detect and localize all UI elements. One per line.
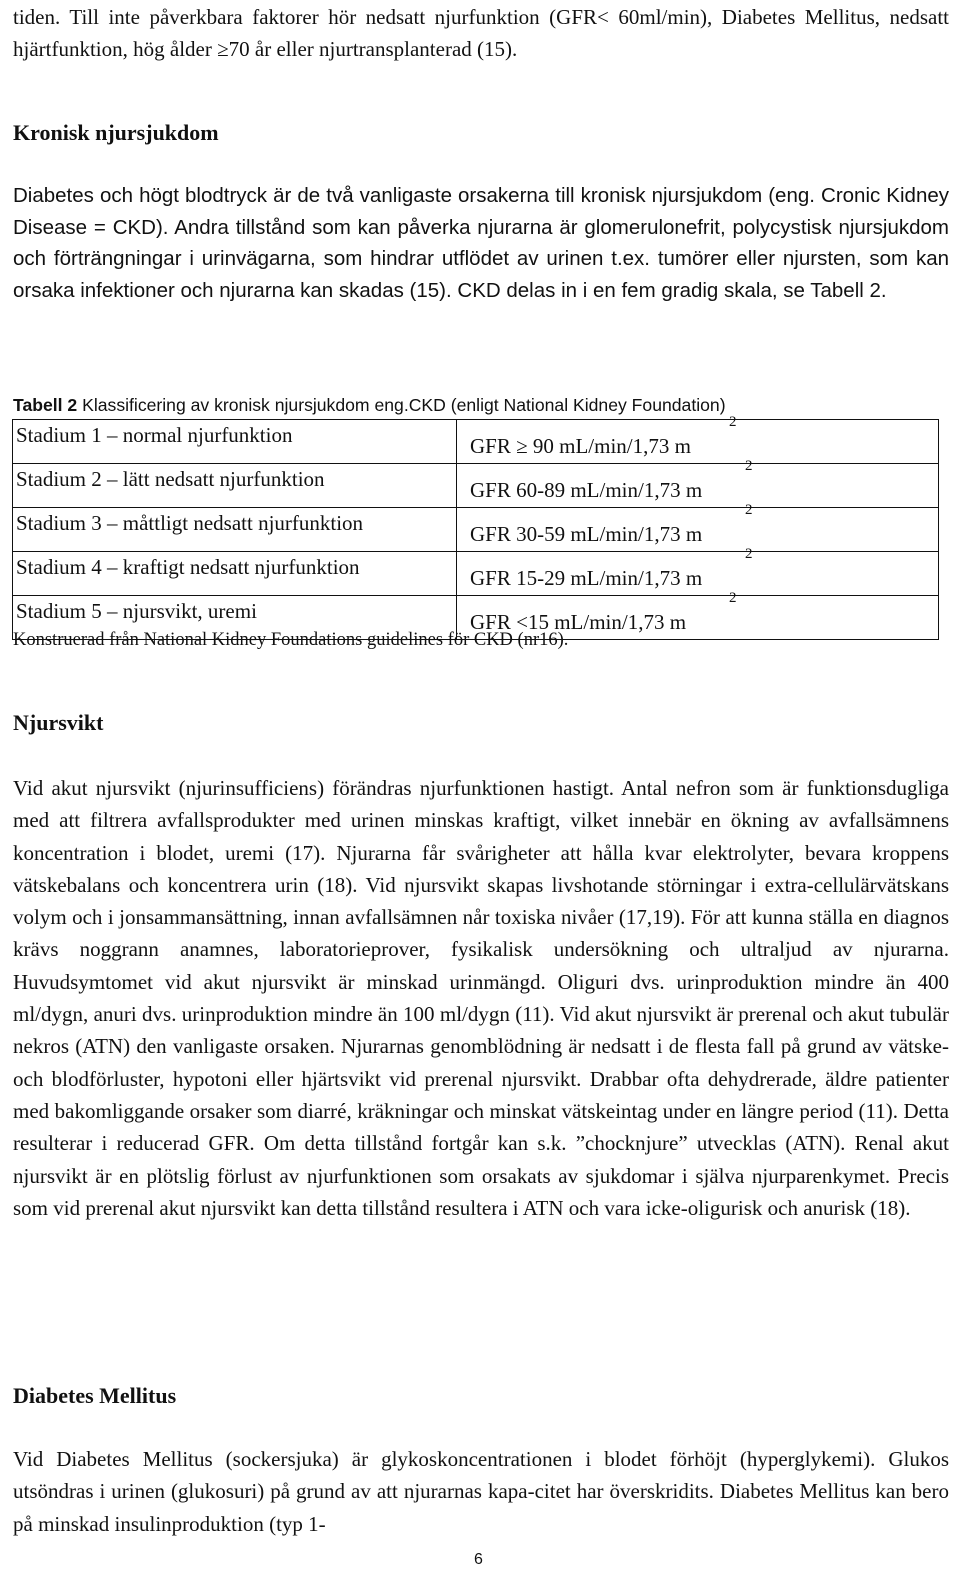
stage-cell: Stadium 1 – normal njurfunktion	[13, 420, 457, 464]
diabetes-paragraph: Vid Diabetes Mellitus (sockersjuka) är glykoskoncentrationen i blodet förhöjt (hyperglykemi). Glukos utsöndras i urinen (glukosuri) på grund av att njurarnas kapa-citet har överskridits. Diabetes Mellitus kan bero på minskad insulinproduktion (typ 1-	[13, 1447, 949, 1536]
ckd-paragraph: Diabetes och högt blodtryck är de två vanligaste orsakerna till kronisk njursjukdom (eng. Cronic Kidney Disease = CKD). Andra tillstånd som kan påverka njurarna är glomerulonefrit, polycystisk njursjukdom och förträngningar i urinvägarna, som hindrar utflödet av urinen t.ex. tumörer eller njursten, som kan orsaka infektioner och njurarna kan skadas (15). CKD delas in i en fem gradig skala, se Tabell 2.	[13, 184, 949, 302]
stage-cell: Stadium 2 – lätt nedsatt njurfunktion	[13, 464, 457, 508]
table-row	[13, 508, 939, 552]
gfr-superscript: 2	[745, 546, 753, 562]
njursvikt-paragraph: Vid akut njursvikt (njurinsufficiens) förändras njurfunktionen hastigt. Antal nefron som är funktionsdugliga med att filtrera avfallsprodukter med urinen minskas kraftigt, vilket innebär en ökning av avfallsämnens koncentration i blodet, uremi (17). Njurarna får svårigheter att hålla kvar elektrolyter, bevara kroppens vätskebalans och koncentrera urin (18). Vid njursvikt skapas livshotande störningar i extra-cellulärvätskans volym och i jonsammansättning, innan avfallsämnen når toxiska nivåer (17,19). För att kunna ställa en diagnos krävs noggrann anamnes, laboratorieprover, fysikalisk undersökning och ultraljud av njurarna. Huvudsymtomet vid akut njursvikt är minskad urinmängd. Oliguri dvs. urinproduktion mindre än 400 ml/dygn, anuri dvs. urinproduktion mindre än 100 ml/dygn (11). Vid akut njursvikt är prerenal och akut tubulär nekros (ATN) den vanligaste orsaken. Njurarnas genomblödning är nedsatt i de flesta fall på grund av vätske- och blodförluster, hypotoni eller hjärtsvikt vid prerenal njursvikt. Drabbar ofta dehydrerade, äldre patienter med bakomliggande orsaker som diarré, kräkningar och minskat vätskeintag under en längre period (11). Detta resulterar i reducerad GFR. Om detta tillstånd fortgår kan s.k. ”chocknjure” utvecklas (ATN). Renal akut njursvikt är en plötslig förlust av njurfunktionen som orsakats av sjukdomar i själva njurparenkymet. Precis som vid prerenal akut njursvikt kan detta tillstånd resultera i ATN och vara icke-oligurisk och anurisk (18).	[13, 776, 949, 1220]
gfr-cell	[457, 458, 939, 508]
gfr-cell	[457, 502, 939, 552]
gfr-superscript: 2	[745, 502, 753, 518]
gfr-superscript: 2	[729, 414, 737, 430]
gfr-superscript: 2	[729, 590, 737, 606]
gfr-value: GFR ≥ 90 mL/min/1,73 m	[470, 434, 691, 458]
gfr-cell	[457, 414, 939, 464]
table-source-note: Konstruerad från National Kidney Foundations guidelines för CKD (nr16).	[13, 630, 569, 650]
table-caption-text: Klassificering av kronisk njursjukdom eng.CKD (enligt National Kidney Foundation)	[77, 395, 726, 415]
table-row	[13, 420, 939, 464]
gfr-superscript: 2	[745, 458, 753, 474]
table-row	[13, 464, 939, 508]
gfr-value: GFR 30-59 mL/min/1,73 m	[470, 522, 703, 546]
stage-cell: Stadium 3 – måttligt nedsatt njurfunktion	[13, 508, 457, 552]
gfr-cell	[457, 546, 939, 596]
stage-cell: Stadium 4 – kraftigt nedsatt njurfunktion	[13, 552, 457, 596]
gfr-value: GFR 60-89 mL/min/1,73 m	[470, 478, 703, 502]
table-row	[13, 552, 939, 596]
section-heading-njursvikt: Njursvikt	[13, 710, 104, 735]
gfr-value: GFR <15 mL/min/1,73 m	[470, 610, 687, 634]
gfr-value: GFR 15-29 mL/min/1,73 m	[470, 566, 703, 590]
ckd-classification-table	[12, 414, 939, 640]
table-caption-label: Tabell 2	[13, 395, 78, 415]
section-heading-diabetes-mellitus: Diabetes Mellitus	[13, 1383, 177, 1408]
intro-paragraph: tiden. Till inte påverkbara faktorer hör nedsatt njurfunktion (GFR< 60ml/min), Diabetes Mellitus, nedsatt hjärtfunktion, hög ålder ≥70 år eller njurtransplanterad (15).	[13, 5, 949, 61]
section-heading-kronisk-njursjukdom: Kronisk njursjukdom	[13, 120, 219, 145]
table-caption	[13, 395, 726, 416]
page-number: 6	[474, 1551, 483, 1568]
stage-cell: Stadium 5 – njursvikt, uremi	[13, 596, 457, 640]
